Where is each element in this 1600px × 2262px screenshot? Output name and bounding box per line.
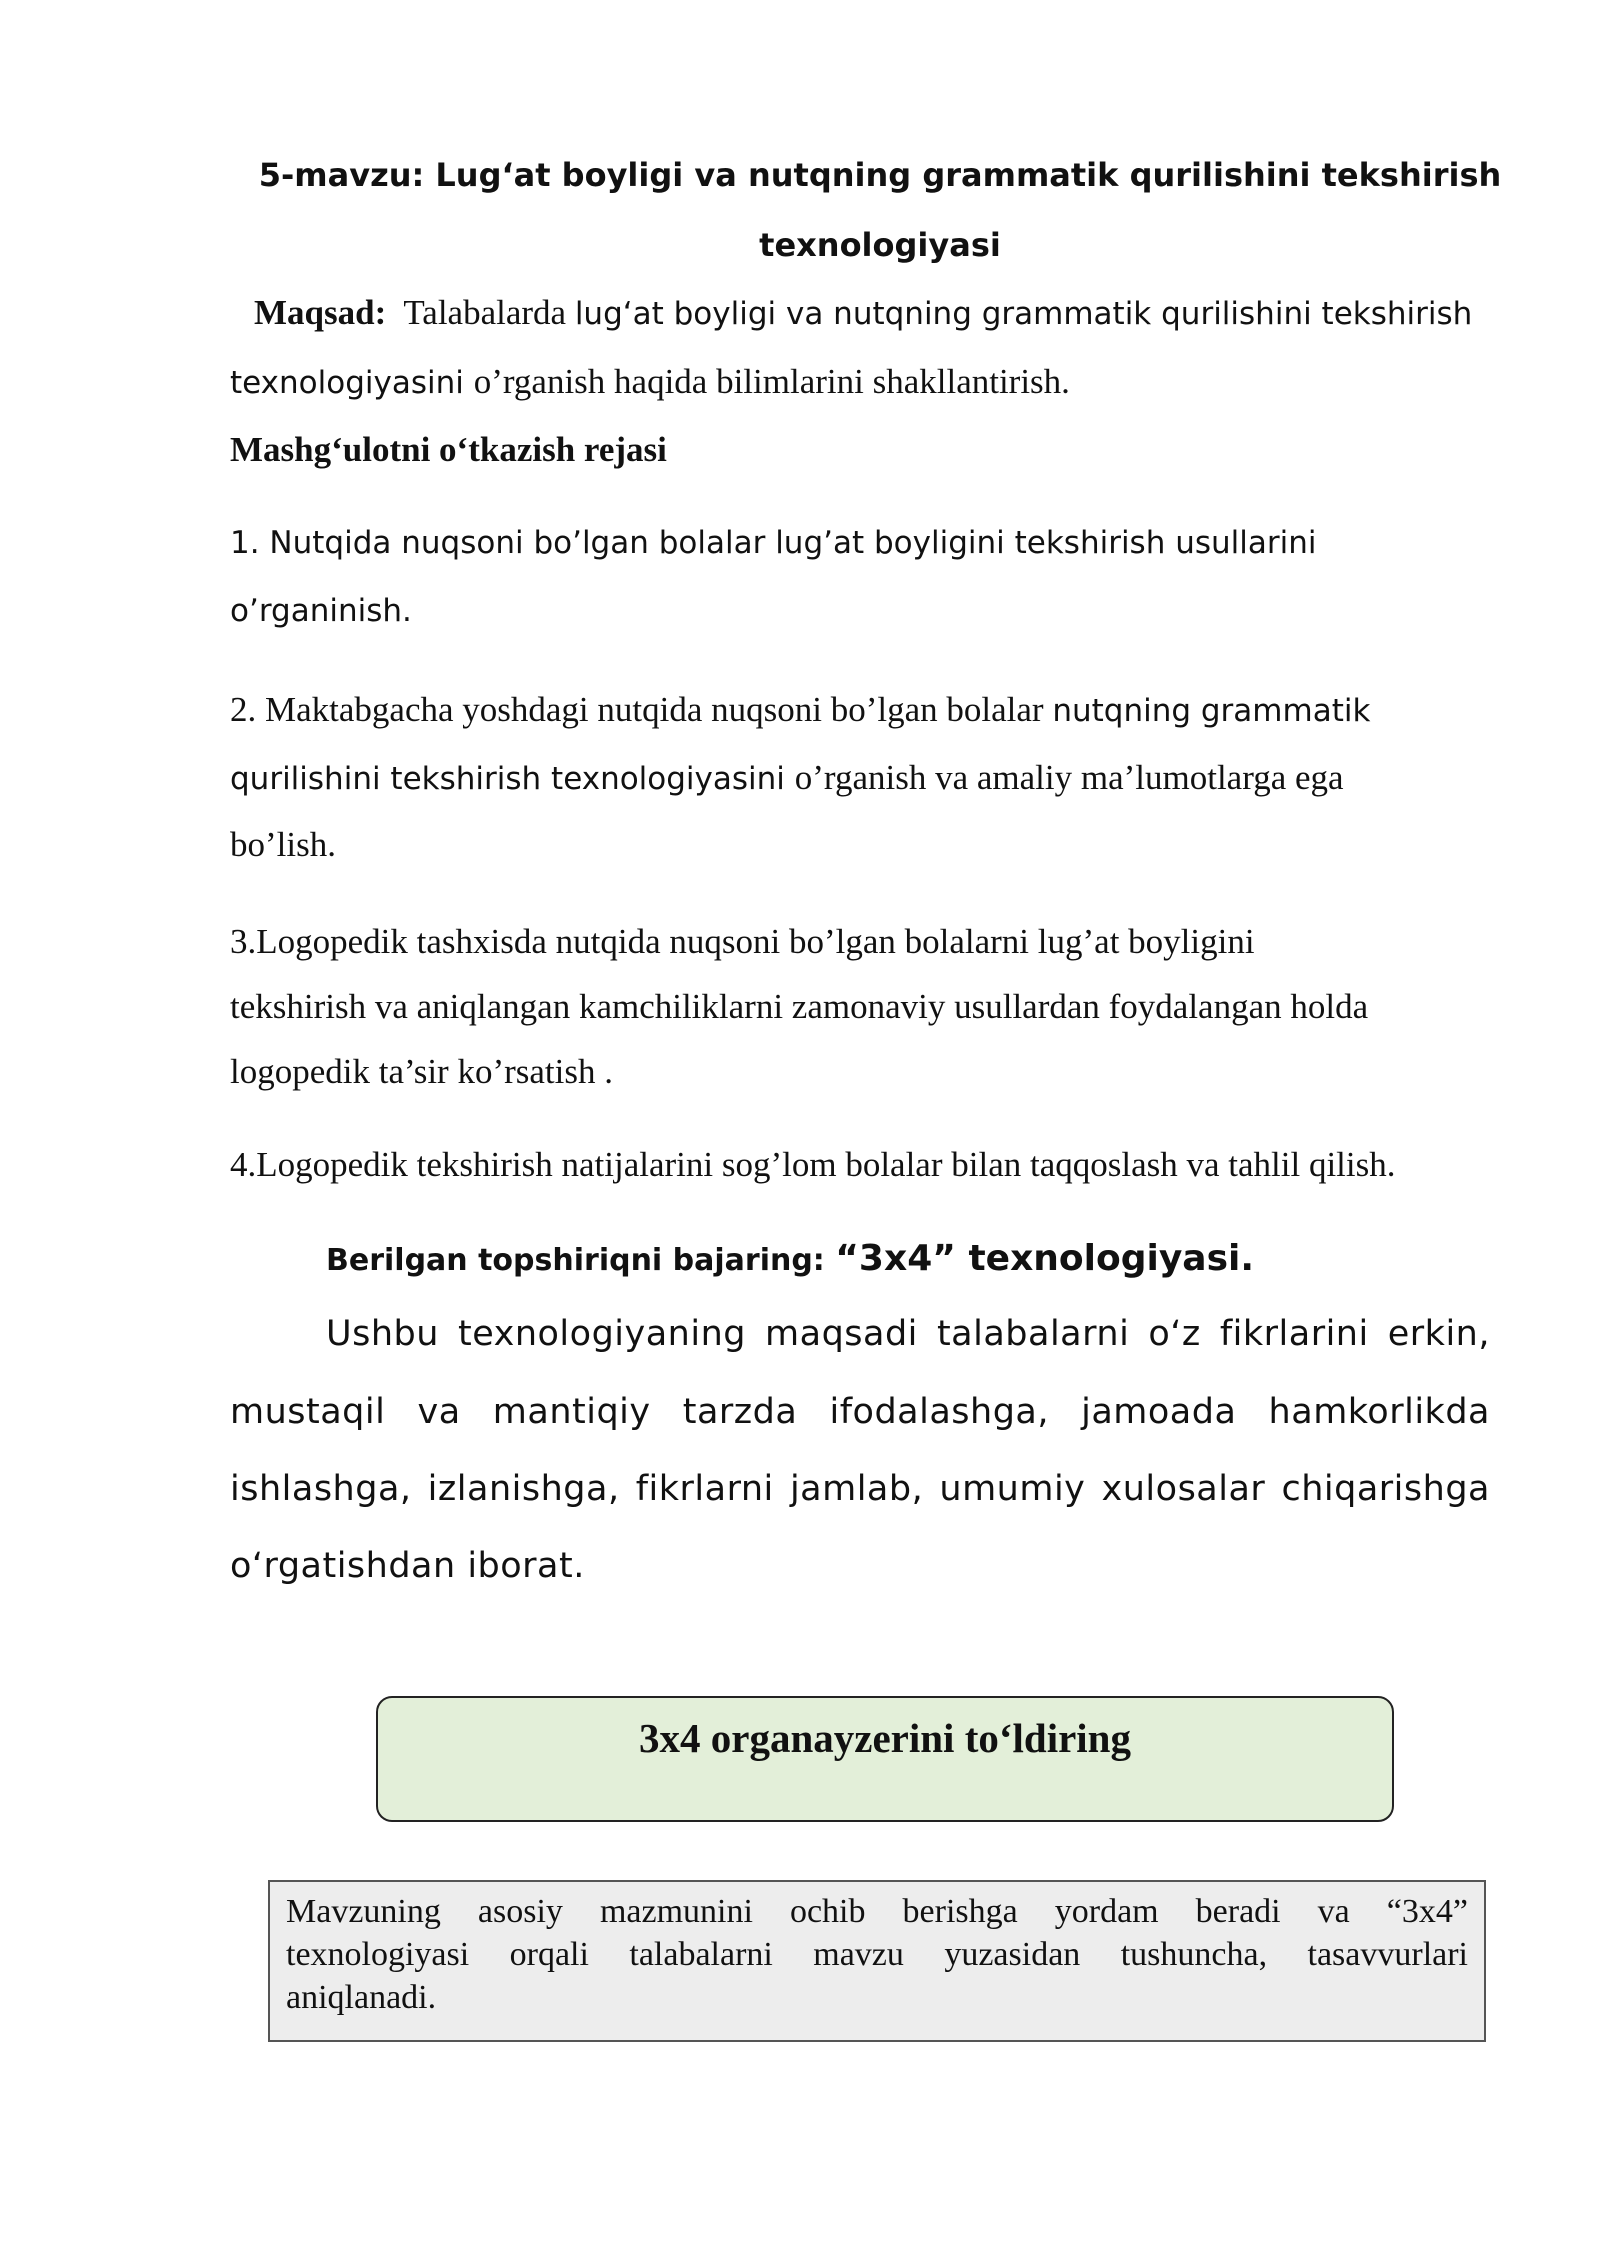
plan-item-2-line3: bo’lish. — [230, 825, 336, 864]
plan-item-1-continuation: o’rganinish. — [230, 593, 412, 629]
description-line-1: Ushbu texnologiyaning maqsadi talabalarni o‘z fikrlarini erkin, — [326, 1314, 1490, 1354]
plan-item-4: 4.Logopedik tekshirish natijalarini sog’lom bolalar bilan taqqoslash va tahlil qilish. — [230, 1145, 1396, 1184]
organizer-title: 3x4 organayzerini to‘ldiring — [639, 1715, 1131, 1761]
plan-item-2-line2-a: qurilishini tekshirish texnologiyasini — [230, 761, 795, 797]
plan-item-1: 1. Nutqida nuqsoni bo’lgan bolalar lug’at boyligini tekshirish usullarini — [230, 525, 1317, 561]
document-title: 5-mavzu: Lug‘at boyligi va nutqning grammatik qurilishini tekshirish — [258, 156, 1502, 194]
goal-text-a: Talabalarda — [403, 293, 575, 332]
note-box — [268, 1880, 1486, 2042]
plan-item-2 — [230, 690, 1370, 730]
goal-label: Maqsad: — [254, 293, 387, 332]
description-line-3: ishlashga, izlanishga, fikrlarni jamlab, umumiy xulosalar chiqarishga — [230, 1469, 1490, 1509]
goal-paragraph — [254, 293, 1472, 333]
plan-item-3: 3.Logopedik tashxisda nutqida nuqsoni bo’lgan bolalarni lug’at boyligini — [230, 922, 1255, 961]
plan-item-2-line2 — [230, 758, 1344, 798]
description-line-2: mustaqil va mantiqiy tarzda ifodalashga, jamoada hamkorlikda — [230, 1392, 1490, 1432]
description-line-4: o‘rgatishdan iborat. — [230, 1546, 585, 1586]
task-label: Berilgan topshiriqni bajaring: — [326, 1243, 836, 1278]
plan-item-3-line3: logopedik ta’sir ko’rsatish . — [230, 1052, 614, 1091]
plan-item-2-line2-b: o’rganish va amaliy ma’lumotlarga ega — [794, 758, 1344, 797]
task-line — [326, 1238, 1254, 1279]
goal-line2-b: o’rganish haqida bilimlarini shakllantirish. — [473, 362, 1070, 401]
note-line-2: texnologiyasi orqali talabalarni mavzu yuzasidan tushuncha, tasavvurlari — [286, 1936, 1468, 1973]
plan-heading: Mashg‘ulotni o‘tkazish rejasi — [230, 430, 667, 469]
goal-paragraph-line2 — [230, 362, 1070, 402]
note-line-3: aniqlanadi. — [286, 1979, 437, 2016]
note-line-1: Mavzuning asosiy mazmunini ochib berishga yordam beradi va “3x4” — [286, 1893, 1468, 1930]
document-title-continuation: texnologiyasi — [759, 226, 1001, 264]
organizer-box — [376, 1696, 1394, 1822]
plan-item-3-line2: tekshirish va aniqlangan kamchiliklarni zamonaviy usullardan foydalangan holda — [230, 987, 1369, 1026]
task-technology: “3x4” texnologiyasi. — [835, 1238, 1255, 1279]
plan-item-2-text-a: 2. Maktabgacha yoshdagi nutqida nuqsoni bo’lgan bolalar — [230, 690, 1053, 729]
goal-text-b: lug‘at boyligi va nutqning grammatik qurilishini tekshirish — [574, 296, 1473, 332]
plan-item-2-text-b: nutqning grammatik — [1052, 693, 1371, 729]
goal-line2-a: texnologiyasini — [230, 365, 474, 401]
